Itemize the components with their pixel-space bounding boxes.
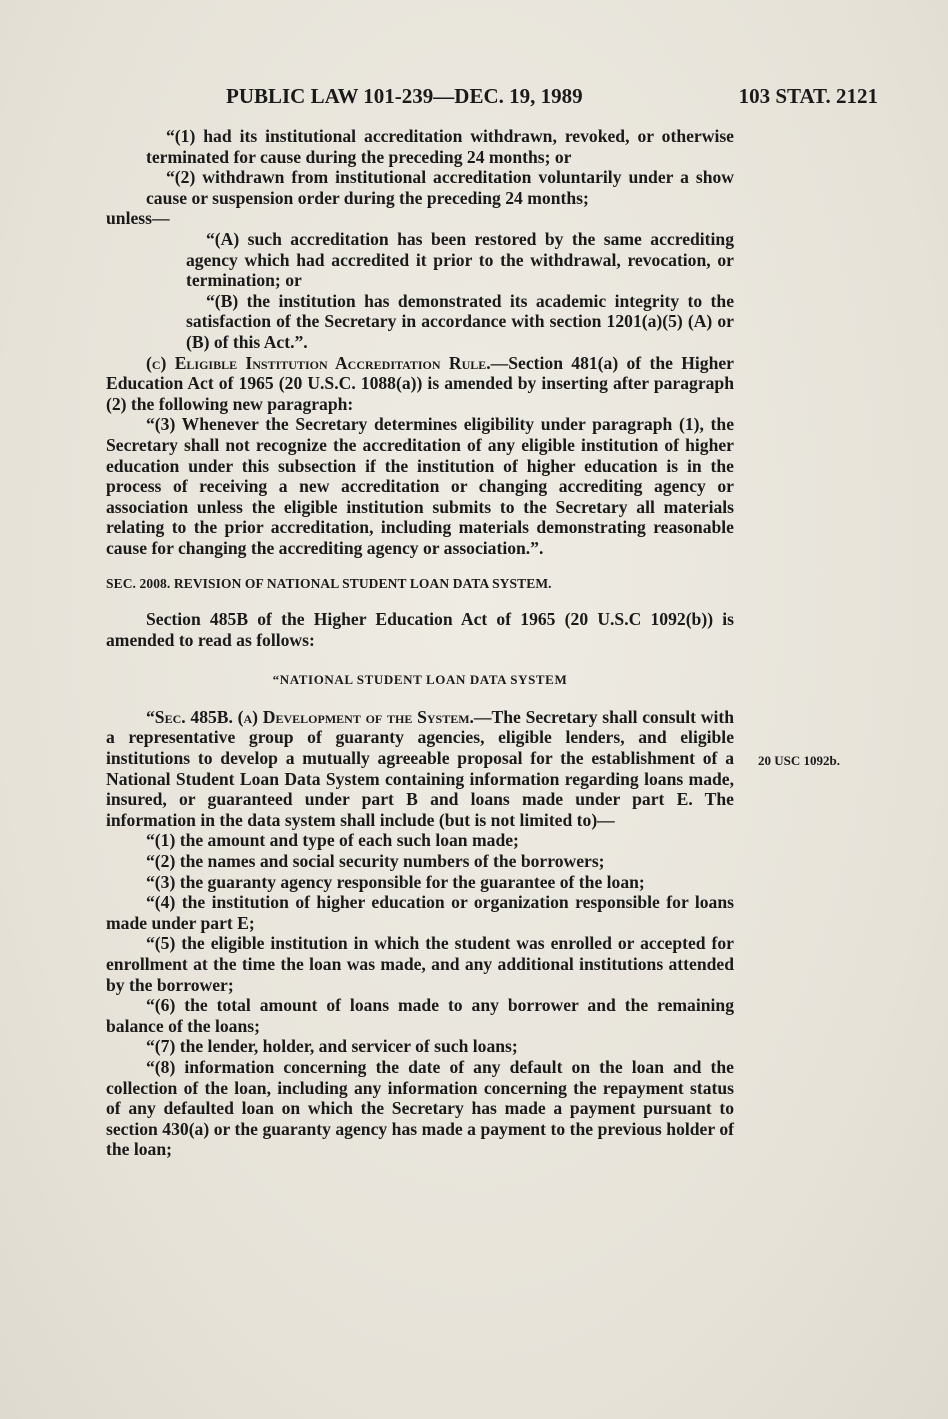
paragraph-1: “(1) had its institutional accreditation withdrawn, revoked, or otherwise terminated for cause during the preceding 24 months; or: [146, 126, 734, 167]
section-c: [106, 353, 734, 415]
sec-485b: [106, 707, 734, 831]
margin-note-usc: 20 USC 1092b.: [758, 753, 840, 768]
list-item-1: “(1) the amount and type of each such loan made;: [146, 830, 519, 851]
paragraph-unless: unless—: [106, 208, 170, 229]
list-item-8: “(8) information concerning the date of any default on the loan and the collection of the loan, including any information concerning the repayment status of any defaulted loan on which the Secretary has made a payment pursuant to section 430(a) or the guaranty agency has made a payment to the previous holder of the loan;: [106, 1056, 734, 1160]
list-item-7: “(7) the lender, holder, and servicer of such loans;: [146, 1036, 518, 1057]
paragraph-b: “(B) the institution has demonstrated its academic integrity to the satisfaction of the Secretary in accordance with section 1201(a)(5) (A) or (B) of this Act.”.: [186, 290, 734, 352]
list-item-6: “(6) the total amount of loans made to any borrower and the remaining balance of the loans;: [106, 995, 734, 1036]
sec-485b-text: —The Secretary shall consult with a representative group of guaranty agencies, eligible lenders, and eligible institutions to develop a mutually agreeable proposal for the establishment of a National Student Loan Data System containing information regarding loans made, insured, or guaranteed under part B and loans made under part E. The information in the data system shall include (but is not limited to)—: [106, 706, 734, 830]
sec-485b-label: “Sec. 485B. (a) Development of the System.: [146, 706, 474, 727]
sec-2008-heading: SEC. 2008. REVISION OF NATIONAL STUDENT LOAN DATA SYSTEM.: [106, 576, 552, 592]
header-law-citation: PUBLIC LAW 101-239—DEC. 19, 1989: [226, 84, 583, 108]
list-item-5: “(5) the eligible institution in which the student was enrolled or accepted for enrollment at the time the loan was made, and any additional institutions attended by the borrower;: [106, 933, 734, 995]
section-c-text: —Section 481(a) of the Higher Education Act of 1965 (20 U.S.C. 1088(a)) is amended by inserting after paragraph (2) the following new paragraph:: [106, 352, 734, 414]
list-item-3: “(3) the guaranty agency responsible for the guarantee of the loan;: [146, 871, 645, 892]
center-heading: “NATIONAL STUDENT LOAN DATA SYSTEM: [272, 672, 568, 688]
body-text: [106, 126, 734, 1160]
section-c-quoted: “(3) Whenever the Secretary determines eligibility under paragraph (1), the Secretary shall not recognize the accreditation of any eligible institution of higher education under this subsection if the institution of higher education is in the process of receiving a new accreditation or changing accrediting agency or association unless the eligible institution submits to the Secretary all materials relating to the prior accreditation, including materials demonstrating reasonable cause for changing the accrediting agency or association.”.: [106, 414, 734, 558]
paragraph-2: “(2) withdrawn from institutional accreditation voluntarily under a show cause or suspension order during the preceding 24 months;: [146, 167, 734, 208]
paragraph-a: “(A) such accreditation has been restored by the same accrediting agency which had accredited it prior to the withdrawal, revocation, or termination; or: [186, 228, 734, 291]
header-stat-page: 103 STAT. 2121: [738, 84, 878, 108]
page-header: [226, 84, 878, 114]
sec-2008-intro: Section 485B of the Higher Education Act of 1965 (20 U.S.C 1092(b)) is amended to read as follows:: [106, 609, 734, 650]
list-item-2: “(2) the names and social security numbers of the borrowers;: [146, 851, 605, 871]
section-c-heading: (c) Eligible Institution Accreditation Rule.: [146, 352, 491, 373]
list-item-4: “(4) the institution of higher education or organization responsible for loans made under part E;: [106, 892, 734, 933]
